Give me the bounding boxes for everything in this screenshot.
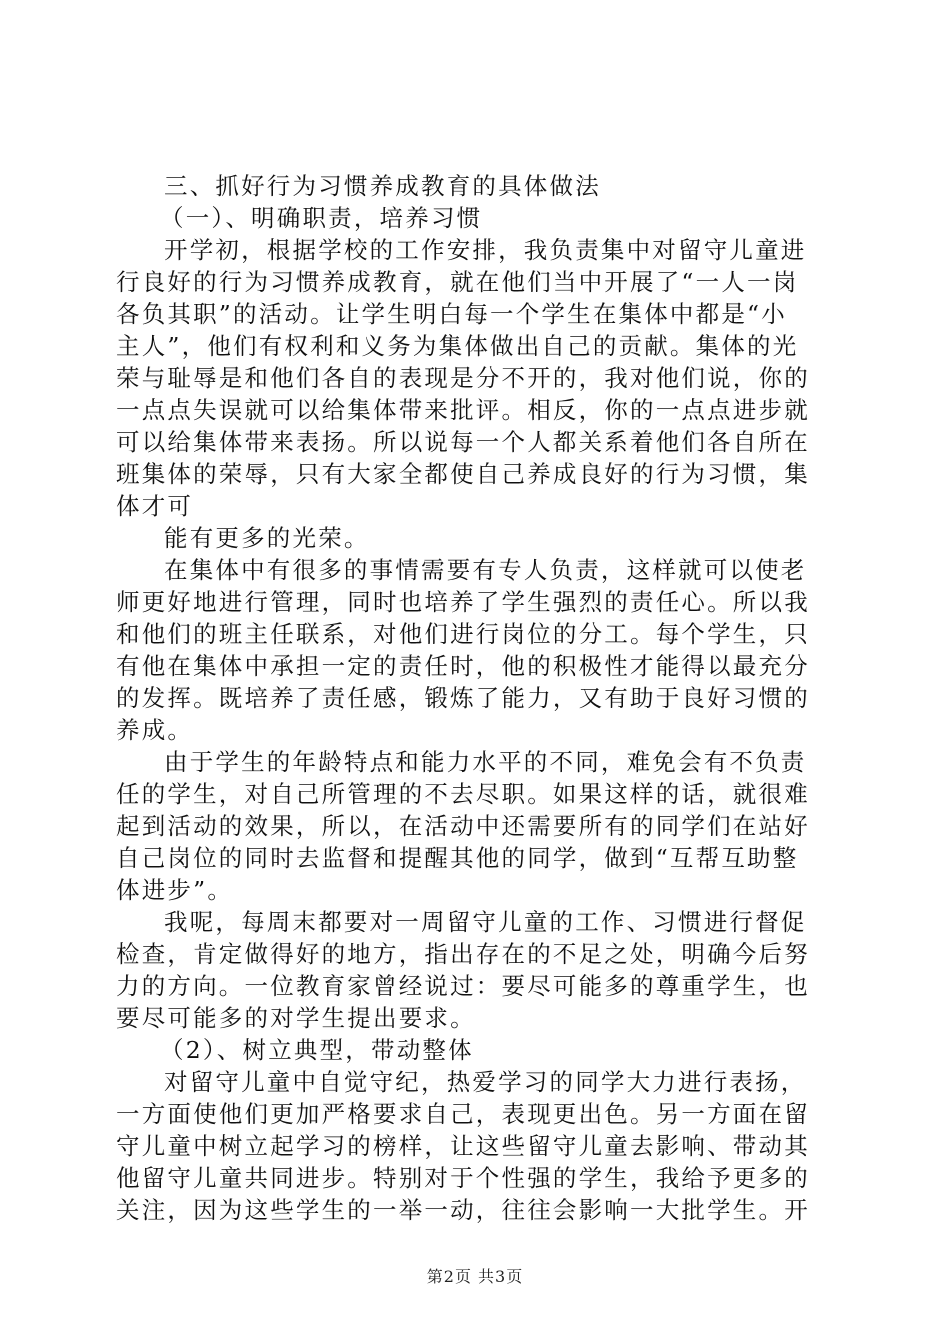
- text-line: （2）、树立典型，带动整体: [160, 1036, 474, 1064]
- text-line: 三、抓好行为习惯养成教育的具体做法: [164, 172, 601, 200]
- text-line: 起到活动的效果，所以，在活动中还需要所有的同学们在站好: [116, 812, 810, 840]
- text-line: 守儿童中树立起学习的榜样，让这些留守儿童去影响、带动其: [116, 1132, 810, 1160]
- text-line: 开学初，根据学校的工作安排，我负责集中对留守儿童进: [164, 236, 807, 264]
- text-line: 各负其职”的活动。让学生明白每一个学生在集体中都是“小: [116, 300, 787, 328]
- text-line: （一）、明确职责，培养习惯: [160, 204, 483, 232]
- text-line: 班集体的荣辱，只有大家全都使自己养成良好的行为习惯，集: [116, 460, 810, 488]
- text-line: 可以给集体带来表扬。所以说每一个人都关系着他们各自所在: [116, 428, 810, 456]
- text-line: 的发挥。既培养了责任感，锻炼了能力，又有助于良好习惯的: [116, 684, 810, 712]
- text-line: 由于学生的年龄特点和能力水平的不同，难免会有不负责: [164, 748, 807, 776]
- document-body: [116, 170, 836, 1226]
- text-line: 检查，肯定做得好的地方，指出存在的不足之处，明确今后努: [116, 940, 810, 968]
- text-line: 他留守儿童共同进步。特别对于个性强的学生，我给予更多的: [116, 1164, 810, 1192]
- text-line: 行良好的行为习惯养成教育，就在他们当中开展了“一人一岗: [116, 268, 799, 296]
- text-line: 关注，因为这些学生的一举一动，往往会影响一大批学生。开: [116, 1196, 810, 1224]
- text-line: 能有更多的光荣。: [164, 524, 370, 552]
- text-line: 我呢，每周末都要对一周留守儿童的工作、习惯进行督促: [164, 908, 807, 936]
- text-line: 荣与耻辱是和他们各自的表现是分不开的，我对他们说，你的: [116, 364, 810, 392]
- text-line: 自己岗位的同时去监督和提醒其他的同学，做到“互帮互助整: [116, 844, 799, 872]
- text-line: 师更好地进行管理，同时也培养了学生强烈的责任心。所以我: [116, 588, 810, 616]
- text-line: 体进步”。: [116, 876, 234, 904]
- text-line: 有他在集体中承担一定的责任时，他的积极性才能得以最充分: [116, 652, 810, 680]
- text-line: 力的方向。一位教育家曾经说过：要尽可能多的尊重学生，也: [116, 972, 810, 1000]
- text-line: 要尽可能多的对学生提出要求。: [116, 1004, 476, 1032]
- text-line: 体才可: [116, 492, 194, 520]
- text-line: 主人”，他们有权利和义务为集体做出自己的贡献。集体的光: [116, 332, 799, 360]
- page-footer: 第2页 共3页: [426, 1267, 524, 1286]
- text-line: 一点点失误就可以给集体带来批评。相反，你的一点点进步就: [116, 396, 810, 424]
- text-line: 任的学生，对自己所管理的不去尽职。如果这样的话，就很难: [116, 780, 810, 808]
- text-line: 在集体中有很多的事情需要有专人负责，这样就可以使老: [164, 556, 807, 584]
- text-line: 和他们的班主任联系，对他们进行岗位的分工。每个学生，只: [116, 620, 810, 648]
- text-line: 一方面使他们更加严格要求自己，表现更出色。另一方面在留: [116, 1100, 810, 1128]
- text-line: 对留守儿童中自觉守纪，热爱学习的同学大力进行表扬，: [164, 1068, 807, 1096]
- text-line: 养成。: [116, 716, 194, 744]
